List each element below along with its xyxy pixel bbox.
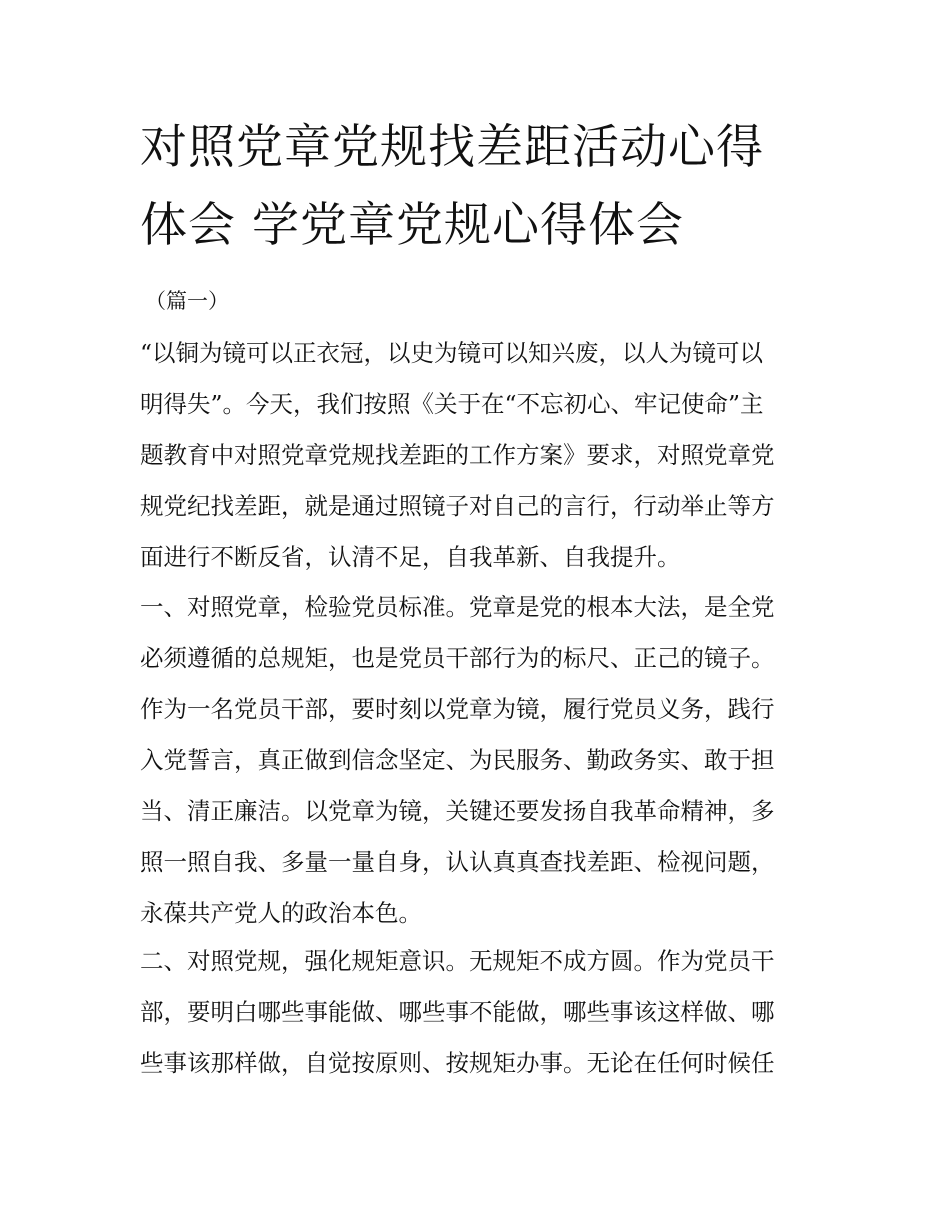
document-title-line-1: 对照党章党规找差距活动心得 [140, 120, 764, 175]
body-line: 一、对照党章，检验党员标准。党章是党的根本大法，是全党 [140, 593, 775, 621]
body-line: 题教育中对照党章党规找差距的工作方案》要求，对照党章党 [140, 441, 775, 469]
body-line: 面进行不断反省，认清不足，自我革新、自我提升。 [140, 543, 681, 571]
body-line: 入党誓言，真正做到信念坚定、为民服务、勤政务实、敢于担 [140, 746, 775, 774]
document-title-line-2: 体会 学党章党规心得体会 [140, 198, 684, 253]
body-line: 规党纪找差距，就是通过照镜子对自己的言行，行动举止等方 [140, 492, 775, 520]
body-line: 部，要明白哪些事能做、哪些事不能做，哪些事该这样做、哪 [140, 998, 775, 1026]
body-line: 作为一名党员干部，要时刻以党章为镜，履行党员义务，践行 [140, 695, 775, 723]
body-line: 当、清正廉洁。以党章为镜，关键还要发扬自我革命精神，多 [140, 797, 775, 825]
body-line: 些事该那样做，自觉按原则、按规矩办事。无论在任何时候任 [140, 1049, 775, 1077]
body-line: 二、对照党规，强化规矩意识。无规矩不成方圆。作为党员干 [140, 947, 775, 975]
body-line: 照一照自我、多量一量自身，认认真真查找差距、检视问题， [140, 848, 775, 876]
body-line: “以铜为镜可以正衣冠，以史为镜可以知兴废，以人为镜可以 [140, 339, 764, 367]
body-line: 明得失”。今天，我们按照《关于在“不忘初心、牢记使命”主 [140, 390, 764, 418]
body-line: 必须遵循的总规矩，也是党员干部行为的标尺、正己的镜子。 [140, 644, 775, 672]
body-line: 永葆共产党人的政治本色。 [140, 899, 422, 927]
section-subtitle: （篇一） [145, 289, 229, 313]
